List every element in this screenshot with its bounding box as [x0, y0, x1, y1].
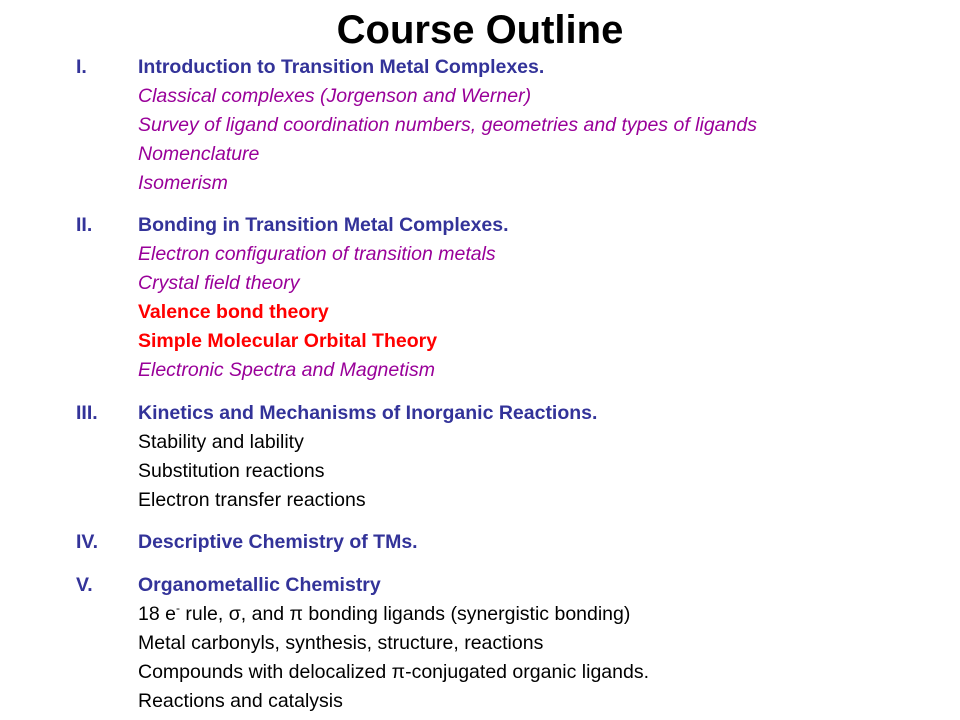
- section-numeral: V.: [76, 574, 93, 596]
- section-heading: Introduction to Transition Metal Complexes.: [138, 56, 545, 78]
- section-heading: Organometallic Chemistry: [138, 574, 381, 596]
- rule-superscript: -: [175, 601, 180, 615]
- list-item: Nomenclature: [138, 143, 260, 165]
- list-item: Substitution reactions: [138, 460, 325, 482]
- list-item: Reactions and catalysis: [138, 690, 343, 712]
- list-item: Compounds with delocalized π-conjugated organic ligands.: [138, 661, 650, 683]
- section-heading: Bonding in Transition Metal Complexes.: [138, 214, 509, 236]
- section-items: [138, 82, 757, 198]
- section-items: [138, 600, 649, 716]
- section-numeral: II.: [76, 214, 93, 236]
- section-numeral: I.: [76, 56, 87, 78]
- section-heading: Descriptive Chemistry of TMs.: [138, 531, 418, 553]
- list-item: Electron configuration of transition metals: [138, 243, 496, 265]
- list-item: Electronic Spectra and Magnetism: [138, 359, 435, 381]
- section-items: [138, 428, 366, 515]
- section-numeral: III.: [76, 402, 98, 424]
- list-item-highlighted: Simple Molecular Orbital Theory: [138, 330, 438, 352]
- list-item: Crystal field theory: [138, 272, 300, 294]
- page-title: Course Outline: [336, 8, 624, 52]
- section-heading: Kinetics and Mechanisms of Inorganic Reactions.: [138, 402, 598, 424]
- list-item: Electron transfer reactions: [138, 489, 366, 511]
- list-item: Metal carbonyls, synthesis, structure, reactions: [138, 632, 544, 654]
- rule-suffix: rule, σ, and π bonding ligands (synergistic bonding): [179, 603, 631, 625]
- list-item: Survey of ligand coordination numbers, geometries and types of ligands: [138, 114, 757, 136]
- list-item-electron-rule: [138, 600, 649, 629]
- section-numeral: IV.: [76, 531, 99, 553]
- list-item: Classical complexes (Jorgenson and Werner): [138, 85, 532, 107]
- list-item-highlighted: Valence bond theory: [138, 301, 329, 323]
- section-items: [138, 240, 496, 385]
- list-item: Stability and lability: [138, 431, 304, 453]
- list-item: Isomerism: [138, 172, 228, 194]
- rule-prefix: 18 e: [138, 603, 176, 625]
